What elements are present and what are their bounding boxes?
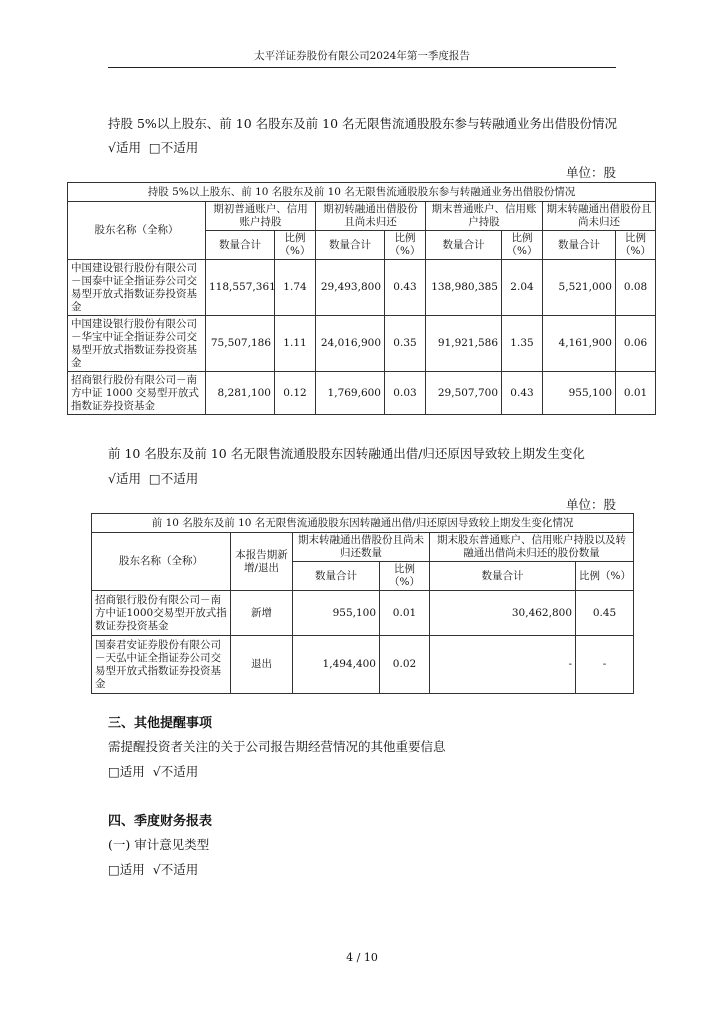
group-header: 期末股东普通账户、信用账户持股以及转融通出借尚未归还的股份数量 (430, 533, 634, 562)
sub-header-total: 数量合计 (430, 562, 576, 591)
applicable-option: √适用 (108, 471, 141, 486)
section1-unit: 单位：股 (565, 165, 616, 180)
cell: 955,100 (293, 591, 380, 636)
section2-title: 前 10 名股东及前 10 名无限售流通股股东因转融通出借/归还原因导致较上期发生变化 (108, 446, 585, 461)
applicable-option: √适用 (108, 140, 141, 155)
table-row (92, 636, 634, 694)
cell: 2.04 (502, 260, 543, 316)
cell: 1.35 (502, 316, 543, 372)
group-header: 期末转融通出借股份且尚未归还数量 (293, 533, 430, 562)
cell: 75,507,186 (206, 316, 275, 372)
cell: 4,161,900 (543, 316, 616, 372)
cell: 138,980,385 (426, 260, 502, 316)
cell: 0.35 (385, 316, 426, 372)
section4-options: □适用 √不适用 (108, 862, 199, 877)
shareholder-name: 中国建设银行股份有限公司－国泰中证全指证券公司交易型开放式指数证券投资基金 (68, 260, 206, 316)
table-caption: 前 10 名股东及前 10 名无限售流通股股东因转融通出借/归还原因导致较上期发生变化情况 (92, 514, 634, 533)
table-row (68, 316, 656, 372)
sub-header-ratio: 比例（%） (380, 562, 430, 591)
section4-sub: (一) 审计意见类型 (108, 837, 210, 852)
cell: 1.74 (275, 260, 316, 316)
not-applicable-option: □不适用 (148, 471, 199, 486)
section2-options (108, 469, 198, 487)
cell: 1,769,600 (316, 372, 385, 415)
group-header: 期末普通账户、信用账户持股 (426, 202, 543, 231)
section3-options: □适用 √不适用 (108, 764, 199, 779)
page-number: 4 / 10 (346, 951, 378, 964)
cell: 1,494,400 (293, 636, 380, 694)
shareholder-name: 国泰君安证券股份有限公司－天弘中证全指证券公司交易型开放式指数证券投资基金 (92, 636, 231, 694)
sub-header-total: 数量合计 (543, 231, 616, 260)
sub-header-ratio: 比例（%） (385, 231, 426, 260)
change-type: 退出 (231, 636, 293, 694)
cell: 118,557,361 (206, 260, 275, 316)
page-header: 太平洋证券股份有限公司2024年第一季度报告 (108, 48, 616, 68)
table-row (68, 260, 656, 316)
cell: 0.43 (385, 260, 426, 316)
table-row (92, 591, 634, 636)
cell: 29,507,700 (426, 372, 502, 415)
cell: 0.02 (380, 636, 430, 694)
section3-heading: 三、其他提醒事项 (108, 716, 213, 731)
lending-table (67, 182, 656, 415)
section1-title: 持股 5%以上股东、前 10 名股东及前 10 名无限售流通股股东参与转融通业务出借股份情况 (108, 116, 618, 131)
section3-text: 需提醒投资者关注的关于公司报告期经营情况的其他重要信息 (108, 739, 446, 754)
sub-header-total: 数量合计 (206, 231, 275, 260)
table-row (68, 372, 656, 415)
cell: 8,281,100 (206, 372, 275, 415)
section4-heading: 四、季度财务报表 (108, 814, 213, 829)
section2-unit: 单位：股 (565, 497, 616, 512)
cell: 0.08 (616, 260, 656, 316)
cell: 29,493,800 (316, 260, 385, 316)
group-header: 期末转融通出借股份且尚未归还 (543, 202, 656, 231)
cell: 0.45 (576, 591, 634, 636)
sub-header-ratio: 比例（%） (275, 231, 316, 260)
cell: 955,100 (543, 372, 616, 415)
cell: 1.11 (275, 316, 316, 372)
cell: - (430, 636, 576, 694)
cell: 0.43 (502, 372, 543, 415)
cell: 24,016,900 (316, 316, 385, 372)
cell: 91,921,586 (426, 316, 502, 372)
cell: 30,462,800 (430, 591, 576, 636)
column-header-name: 股东名称（全称） (68, 202, 206, 260)
cell: 0.01 (380, 591, 430, 636)
sub-header-ratio: 比例（%） (616, 231, 656, 260)
group-header: 期初普通账户、信用账户持股 (206, 202, 316, 231)
sub-header-total: 数量合计 (316, 231, 385, 260)
shareholder-name: 中国建设银行股份有限公司－华宝中证全指证券公司交易型开放式指数证券投资基金 (68, 316, 206, 372)
shareholder-name: 招商银行股份有限公司－南方中证 1000 交易型开放式指数证券投资基金 (68, 372, 206, 415)
shareholder-name: 招商银行股份有限公司－南方中证1000交易型开放式指数证券投资基金 (92, 591, 231, 636)
group-header: 期初转融通出借股份且尚未归还 (316, 202, 426, 231)
cell: 0.12 (275, 372, 316, 415)
sub-header-total: 数量合计 (426, 231, 502, 260)
sub-header-ratio: 比例（%） (576, 562, 634, 591)
sub-header-ratio: 比例（%） (502, 231, 543, 260)
section1-options (108, 138, 198, 156)
cell: 0.03 (385, 372, 426, 415)
table-caption: 持股 5%以上股东、前 10 名股东及前 10 名无限售流通股股东参与转融通业务出借股份情况 (68, 183, 656, 202)
not-applicable-option: □不适用 (148, 140, 199, 155)
change-type: 新增 (231, 591, 293, 636)
cell: 0.06 (616, 316, 656, 372)
cell: - (576, 636, 634, 694)
column-header-change: 本报告期新增/退出 (231, 533, 293, 591)
column-header-name: 股东名称（全称） (92, 533, 231, 591)
change-table (91, 513, 634, 694)
cell: 5,521,000 (543, 260, 616, 316)
cell: 0.01 (616, 372, 656, 415)
sub-header-total: 数量合计 (293, 562, 380, 591)
